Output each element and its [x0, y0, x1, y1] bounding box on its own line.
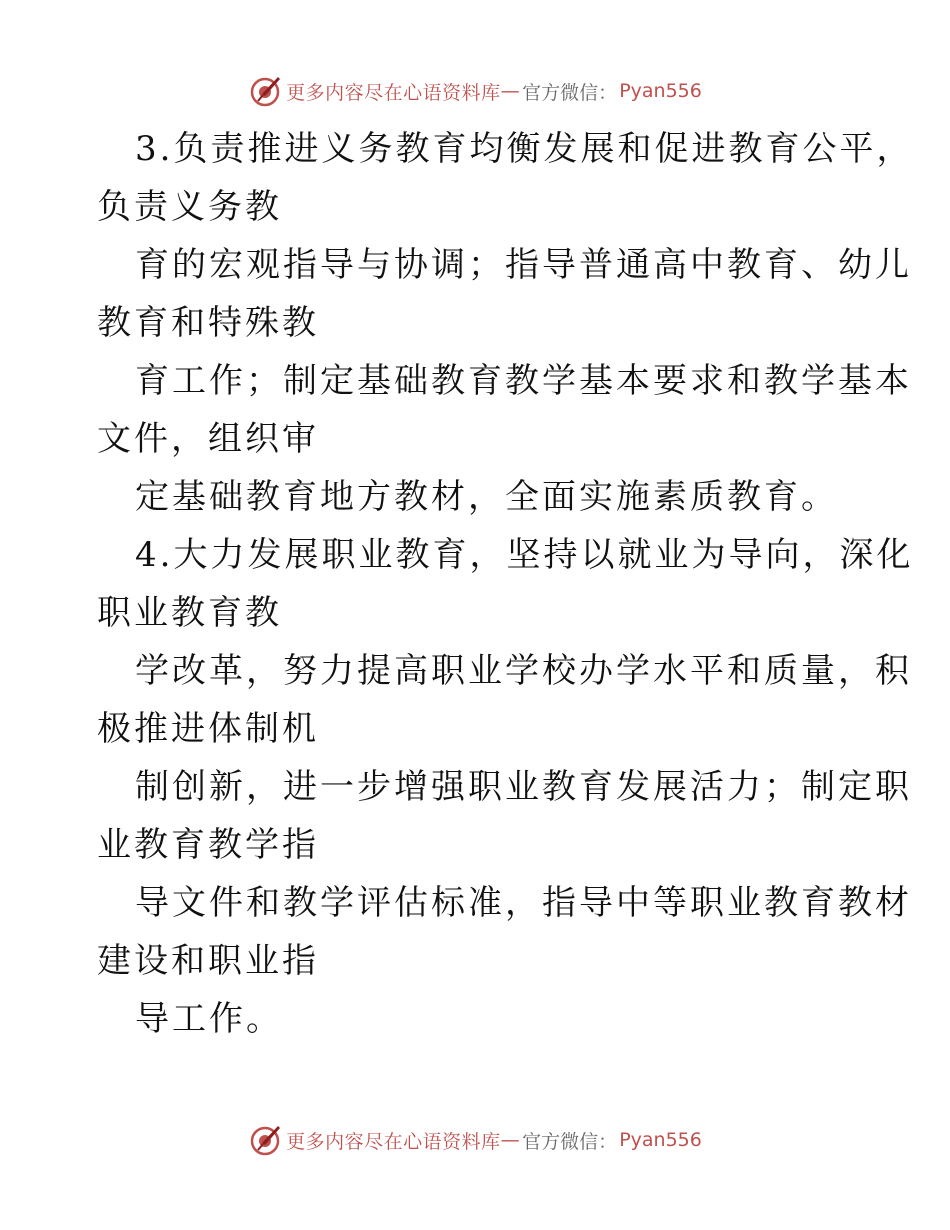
text-line: 制创新，进一步增强职业教育发展活力；制定职 — [135, 767, 912, 807]
text-line: 教育和特殊教 — [97, 303, 319, 343]
quill-logo-icon — [248, 74, 282, 108]
text-line: 育工作；制定基础教育教学基本要求和教学基本 — [135, 361, 912, 401]
text-line: 业教育教学指 — [97, 825, 319, 865]
text-line: 4.大力发展职业教育，坚持以就业为导向，深化 — [135, 535, 914, 575]
footer-wechat-id: Pyan556 — [619, 1129, 702, 1151]
header-dash: — — [500, 80, 521, 102]
text-line: 职业教育教 — [97, 593, 282, 633]
page-header — [0, 71, 950, 111]
text-line: 文件，组织审 — [97, 419, 319, 459]
text-line: 建设和职业指 — [97, 941, 319, 981]
header-wechat-id: Pyan556 — [619, 80, 702, 102]
text-line: 3.负责推进义务教育均衡发展和促进教育公平， — [135, 129, 914, 169]
text-line: 定基础教育地方教材，全面实施素质教育。 — [135, 477, 838, 517]
text-line: 极推进体制机 — [97, 709, 319, 749]
text-line: 育的宏观指导与协调；指导普通高中教育、幼儿 — [135, 245, 912, 285]
footer-wechat-label: 官方微信： — [522, 1130, 618, 1153]
page-footer — [0, 1120, 950, 1160]
quill-logo-icon — [248, 1123, 282, 1157]
header-site-name: 更多内容尽在心语资料库 — [286, 81, 501, 104]
text-line: 学改革，努力提高职业学校办学水平和质量，积 — [135, 651, 912, 691]
header-wechat-label: 官方微信： — [522, 81, 618, 104]
footer-site-name: 更多内容尽在心语资料库 — [286, 1130, 501, 1153]
text-line: 负责义务教 — [97, 187, 282, 227]
footer-dash: — — [500, 1129, 521, 1151]
text-line: 导工作。 — [135, 999, 283, 1039]
text-line: 导文件和教学评估标准，指导中等职业教育教材 — [135, 883, 912, 923]
body-text — [97, 120, 914, 1048]
